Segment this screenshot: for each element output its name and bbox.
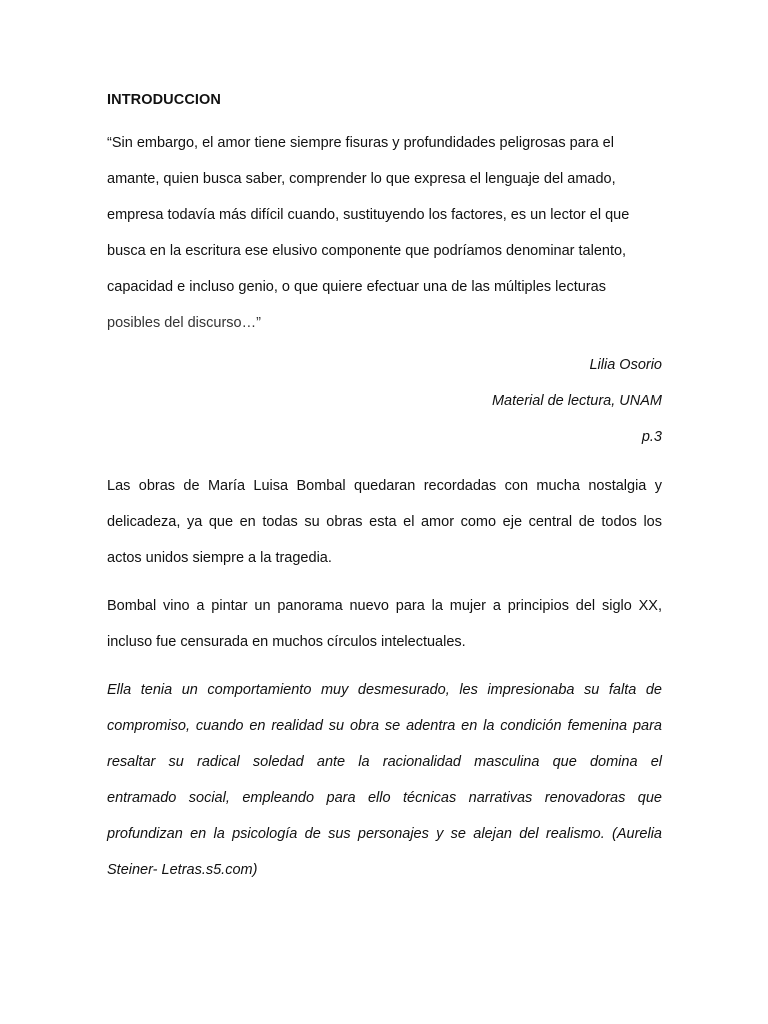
- quote-line: amante, quien busca saber, comprender lo que expresa el lenguaje del amado,: [107, 171, 616, 187]
- paragraph-3: [107, 672, 662, 888]
- paragraph-1: [107, 468, 662, 576]
- quote-line: capacidad e incluso genio, o que quiere efectuar una de las múltiples lecturas: [107, 279, 606, 295]
- attribution-author: Lilia Osorio: [589, 357, 662, 373]
- document-heading: INTRODUCCION: [107, 92, 221, 108]
- paragraph-line: Steiner- Letras.s5.com): [107, 862, 258, 878]
- paragraph-line: Ella tenia un comportamiento muy desmesurado, les impresionaba su falta de: [107, 682, 662, 698]
- paragraph-line: entramado social, empleando para ello técnicas narrativas renovadoras que: [107, 790, 662, 806]
- quote-line: “Sin embargo, el amor tiene siempre fisuras y profundidades peligrosas para el: [107, 135, 614, 151]
- paragraph-line: Las obras de María Luisa Bombal quedaran recordadas con mucha nostalgia y: [107, 478, 662, 494]
- document-page: [107, 88, 662, 888]
- paragraph-line: incluso fue censurada en muchos círculos intelectuales.: [107, 634, 466, 650]
- attribution-page: p.3: [641, 429, 662, 445]
- paragraph-line: profundizan en la psicología de sus personajes y se alejan del realismo. (Aurelia: [107, 826, 662, 842]
- quote-attribution: [107, 347, 662, 455]
- paragraph-line: resaltar su radical soledad ante la racionalidad masculina que domina el: [107, 754, 662, 770]
- quote-line: posibles del discurso…”: [107, 315, 261, 331]
- epigraph-quote: [107, 125, 662, 341]
- attribution-source: Material de lectura, UNAM: [491, 393, 662, 409]
- paragraph-2: [107, 588, 662, 660]
- paragraph-line: actos unidos siempre a la tragedia.: [107, 550, 332, 566]
- paragraph-line: Bombal vino a pintar un panorama nuevo para la mujer a principios del siglo XX,: [107, 598, 662, 614]
- paragraph-line: delicadeza, ya que en todas su obras esta el amor como eje central de todos los: [107, 514, 662, 530]
- paragraph-line: compromiso, cuando en realidad su obra se adentra en la condición femenina para: [107, 718, 662, 734]
- quote-line: empresa todavía más difícil cuando, sustituyendo los factores, es un lector el que: [107, 207, 630, 223]
- quote-line: busca en la escritura ese elusivo componente que podríamos denominar talento,: [107, 243, 627, 259]
